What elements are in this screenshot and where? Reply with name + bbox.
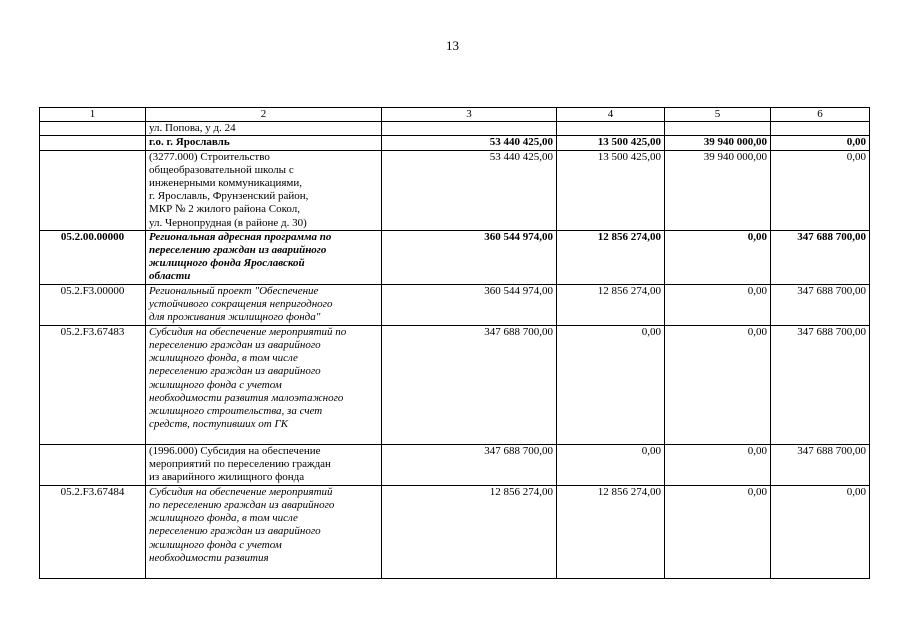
row-name: (3277.000) Строительство общеобразовательной школы с инженерными коммуникациями, г. Ярославль, Фрунзенский район, МКР № 2 жилого района Сокол, ул. Чернопрудная (в районе д. 30): [146, 150, 382, 230]
column-header: 1: [40, 108, 146, 122]
row-value-col3: 53 440 425,00: [382, 150, 557, 230]
column-header: 4: [557, 108, 665, 122]
table-row: [40, 150, 870, 230]
row-value-col5: 0,00: [665, 325, 771, 444]
column-header: 6: [771, 108, 870, 122]
table-row: [40, 284, 870, 325]
row-code: 05.2.00.00000: [40, 230, 146, 284]
table-row: [40, 230, 870, 284]
row-value-col6: 0,00: [771, 485, 870, 578]
row-value-col6: 347 688 700,00: [771, 284, 870, 325]
row-value-col4: 12 856 274,00: [557, 485, 665, 578]
row-value-col4: [557, 122, 665, 136]
row-value-col5: [665, 122, 771, 136]
column-header: 3: [382, 108, 557, 122]
row-value-col4: 0,00: [557, 325, 665, 444]
row-value-col4: 0,00: [557, 444, 665, 485]
row-value-col6: 347 688 700,00: [771, 444, 870, 485]
table-row: [40, 122, 870, 136]
row-value-col4: 12 856 274,00: [557, 284, 665, 325]
row-value-col3: 12 856 274,00: [382, 485, 557, 578]
row-value-col5: 0,00: [665, 444, 771, 485]
row-code: 05.2.F3.00000: [40, 284, 146, 325]
row-name: Субсидия на обеспечение мероприятий по переселению граждан из аварийного жилищного фонда, в том числе переселению граждан из аварийного жилищного фонда с учетом необходимости развития: [146, 485, 382, 578]
row-name: Субсидия на обеспечение мероприятий по переселению граждан из аварийного жилищного фонда, в том числе переселению граждан из аварийного жилищного фонда с учетом необходимости развития малоэтажного жилищного строительства, за счет средств, поступивших от ГК: [146, 325, 382, 444]
row-value-col3: 360 544 974,00: [382, 230, 557, 284]
row-name: (1996.000) Субсидия на обеспечение мероприятий по переселению граждан из аварийного жилищного фонда: [146, 444, 382, 485]
row-value-col3: 347 688 700,00: [382, 444, 557, 485]
column-header: 2: [146, 108, 382, 122]
row-value-col6: 0,00: [771, 136, 870, 150]
row-value-col3: 360 544 974,00: [382, 284, 557, 325]
row-value-col4: 13 500 425,00: [557, 150, 665, 230]
row-value-col4: 13 500 425,00: [557, 136, 665, 150]
table-header-row: [40, 108, 870, 122]
row-code: [40, 150, 146, 230]
row-code: [40, 136, 146, 150]
budget-table: [39, 107, 870, 579]
row-value-col5: 39 940 000,00: [665, 136, 771, 150]
row-value-col5: 0,00: [665, 485, 771, 578]
row-value-col5: 0,00: [665, 284, 771, 325]
row-value-col6: 347 688 700,00: [771, 230, 870, 284]
row-value-col4: 12 856 274,00: [557, 230, 665, 284]
table-row: [40, 444, 870, 485]
table-row: [40, 485, 870, 578]
page-number: 13: [446, 38, 459, 53]
row-code: 05.2.F3.67483: [40, 325, 146, 444]
row-code: [40, 444, 146, 485]
row-value-col3: 347 688 700,00: [382, 325, 557, 444]
table-body: [40, 122, 870, 579]
row-value-col3: 53 440 425,00: [382, 136, 557, 150]
row-name: г.о. г. Ярославль: [146, 136, 382, 150]
row-code: 05.2.F3.67484: [40, 485, 146, 578]
row-value-col5: 39 940 000,00: [665, 150, 771, 230]
row-value-col6: 347 688 700,00: [771, 325, 870, 444]
row-value-col5: 0,00: [665, 230, 771, 284]
row-name: Региональная адресная программа по переселению граждан из аварийного жилищного фонда Ярославской области: [146, 230, 382, 284]
table-row: [40, 136, 870, 150]
row-code: [40, 122, 146, 136]
row-value-col3: [382, 122, 557, 136]
table-row: [40, 325, 870, 444]
row-name: Региональный проект "Обеспечение устойчивого сокращения непригодного для проживания жилищного фонда": [146, 284, 382, 325]
row-value-col6: 0,00: [771, 150, 870, 230]
column-header: 5: [665, 108, 771, 122]
row-name: ул. Попова, у д. 24: [146, 122, 382, 136]
row-value-col6: [771, 122, 870, 136]
